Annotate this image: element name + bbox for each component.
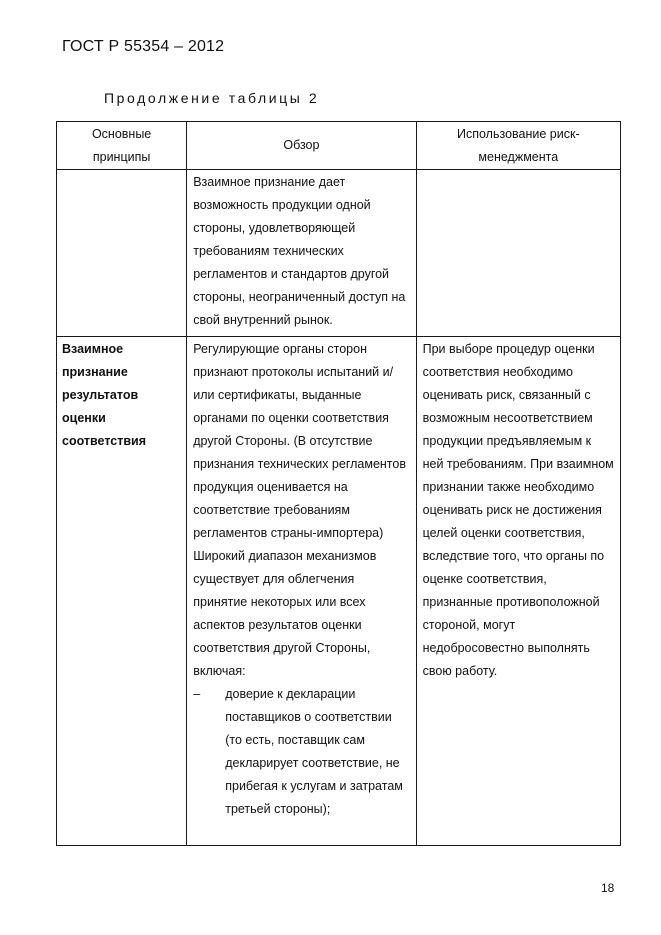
cell-risk-text [417,170,620,175]
cell-principle [57,337,187,846]
table-row [57,170,621,337]
standards-table [56,121,621,846]
cell-risk [416,337,620,846]
cell-overview [187,337,416,846]
column-header-overview-text: Обзор [283,138,320,152]
overview-paragraph-1: Регулирующие органы сторон признают протоколы испытаний и/или сертификаты, выданные органами по оценки соответствия другой Стороны. (В отсутствие признания технических регламентов продукция оценивается на соответствие требованиям регламентов страны-импортера) [193,342,406,540]
cell-principle-text [57,170,186,175]
cell-risk [416,170,620,337]
overview-bullet-item [187,683,415,821]
bullet-text: доверие к декларации поставщиков о соответствии (то есть, поставщик сам декларирует соответствие, не прибегая к услугам и затратам третьей стороны); [225,687,403,816]
table-header-row [57,122,621,170]
cell-principle-text: Взаимное признание результатов оценки соответствия [62,342,147,448]
overview-paragraph-2: Широкий диапазон механизмов существует для облегчения принятие некоторых или всех аспектов результатов оценки соответствия другой Стороны, включая: [193,549,377,678]
cell-risk-text: При выборе процедур оценки соответствия необходимо оценивать риск, связанный с возможным несоответствием продукции предъявляемым к ней требованиям. При взаимном признании также необходимо оценивать риск не достижения целей оценки соответствия, вследствие того, что органы по оценке соответствия, признанные противоположной стороной, могут недобросовестно выполнять свою работу. [422,342,614,678]
cell-overview [187,170,416,337]
column-header-principles-text: Основные принципы [91,126,152,164]
cell-principle [57,170,187,337]
cell-overview-text: Взаимное признание дает возможность продукции одной стороны, удовлетворяющей требованиям технических регламентов и стандартов другой стороны, неограниченный доступ на свой внутренний рынок. [193,175,406,327]
page-number: 18 [601,881,615,895]
table-row [57,337,621,846]
bullet-dash: – [193,687,201,701]
column-header-risk [416,122,620,170]
standard-title: ГОСТ Р 55354 – 2012 [62,38,225,55]
column-header-overview [187,122,416,170]
column-header-principles [57,122,187,170]
column-header-risk-text: Использование риск-менеджмента [457,126,580,164]
table-caption: Продолжение таблицы 2 [104,90,320,106]
